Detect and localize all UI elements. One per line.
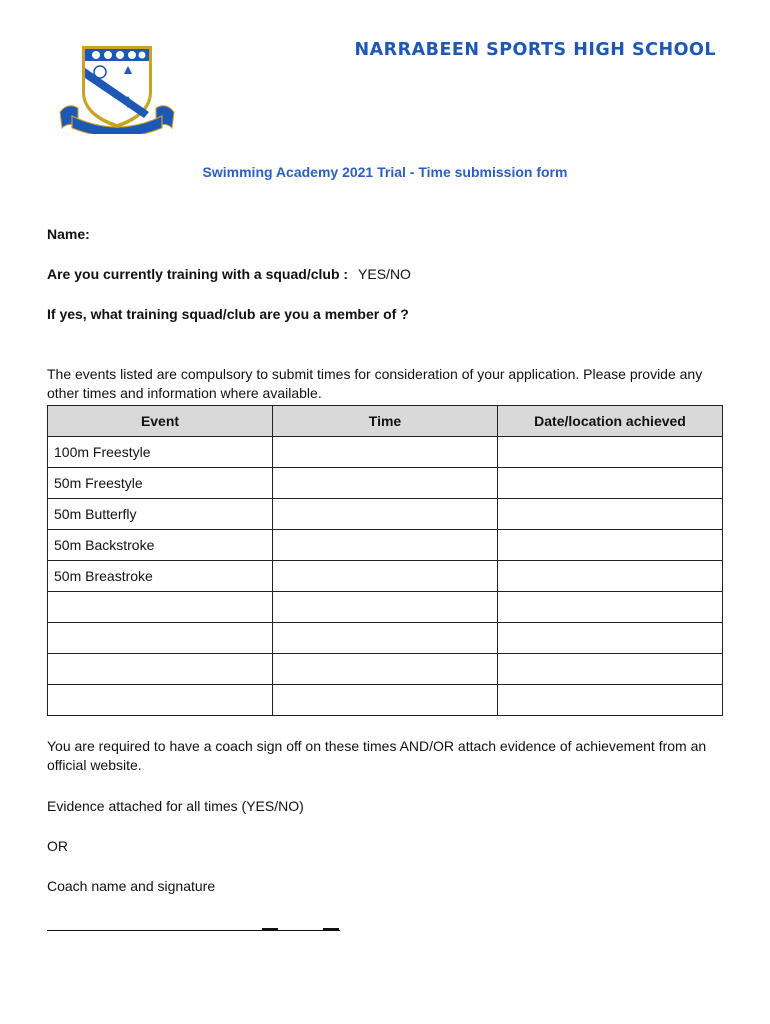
- time-cell[interactable]: [273, 623, 498, 654]
- coach-note: You are required to have a coach sign off on these times AND/OR attach evidence of achievement from an official website.: [47, 738, 707, 773]
- date-location-cell[interactable]: [498, 685, 723, 716]
- event-cell: 50m Breastroke: [48, 561, 273, 592]
- table-row: [48, 561, 723, 592]
- event-cell: 50m Butterfly: [48, 499, 273, 530]
- table-row: [48, 654, 723, 685]
- event-cell: 50m Backstroke: [48, 530, 273, 561]
- squad-answer: YES/NO: [358, 266, 411, 282]
- date-location-cell[interactable]: [498, 623, 723, 654]
- event-cell[interactable]: [48, 685, 273, 716]
- date-location-cell[interactable]: [498, 592, 723, 623]
- event-cell: 50m Freestyle: [48, 468, 273, 499]
- intro-text: The events listed are compulsory to submit times for consideration of your application. Please provide any other times and information where available.: [47, 366, 703, 401]
- table-row: [48, 530, 723, 561]
- coach-signature-label: Coach name and signature: [47, 878, 216, 894]
- event-cell: 100m Freestyle: [48, 437, 273, 468]
- table-row: [48, 592, 723, 623]
- time-cell[interactable]: [273, 530, 498, 561]
- event-cell[interactable]: [48, 592, 273, 623]
- signature-line-dash: [262, 928, 278, 930]
- time-cell[interactable]: [273, 685, 498, 716]
- table-row: [48, 685, 723, 716]
- table-row: [48, 437, 723, 468]
- date-location-cell[interactable]: [498, 437, 723, 468]
- time-cell[interactable]: [273, 654, 498, 685]
- member-question: If yes, what training squad/club are you a member of ?: [47, 306, 409, 322]
- time-cell[interactable]: [273, 468, 498, 499]
- table-row: [48, 623, 723, 654]
- squad-question-label: Are you currently training with a squad/club :: [47, 266, 349, 282]
- evidence-line: Evidence attached for all times (YES/NO): [47, 798, 304, 814]
- time-cell[interactable]: [273, 592, 498, 623]
- events-table: [47, 405, 723, 716]
- date-location-cell[interactable]: [498, 499, 723, 530]
- event-cell[interactable]: [48, 654, 273, 685]
- signature-line[interactable]: [47, 930, 340, 931]
- table-row: [48, 499, 723, 530]
- name-label: Name:: [47, 226, 90, 242]
- time-cell[interactable]: [273, 499, 498, 530]
- or-label: OR: [47, 838, 68, 854]
- school-crest-logo: [58, 42, 176, 134]
- event-cell[interactable]: [48, 623, 273, 654]
- school-name: NARRABEEN SPORTS HIGH SCHOOL: [354, 40, 716, 60]
- date-location-cell[interactable]: [498, 654, 723, 685]
- time-cell[interactable]: [273, 437, 498, 468]
- time-cell[interactable]: [273, 561, 498, 592]
- date-location-cell[interactable]: [498, 530, 723, 561]
- form-title: Swimming Academy 2021 Trial - Time submission form: [202, 164, 568, 180]
- header-time: Time: [273, 406, 498, 437]
- header-date-location: Date/location achieved: [498, 406, 723, 437]
- table-row: [48, 468, 723, 499]
- date-location-cell[interactable]: [498, 468, 723, 499]
- date-location-cell[interactable]: [498, 561, 723, 592]
- table-header-row: [48, 406, 723, 437]
- header-event: Event: [48, 406, 273, 437]
- signature-line-dash: [323, 928, 339, 930]
- squad-question: [47, 266, 411, 282]
